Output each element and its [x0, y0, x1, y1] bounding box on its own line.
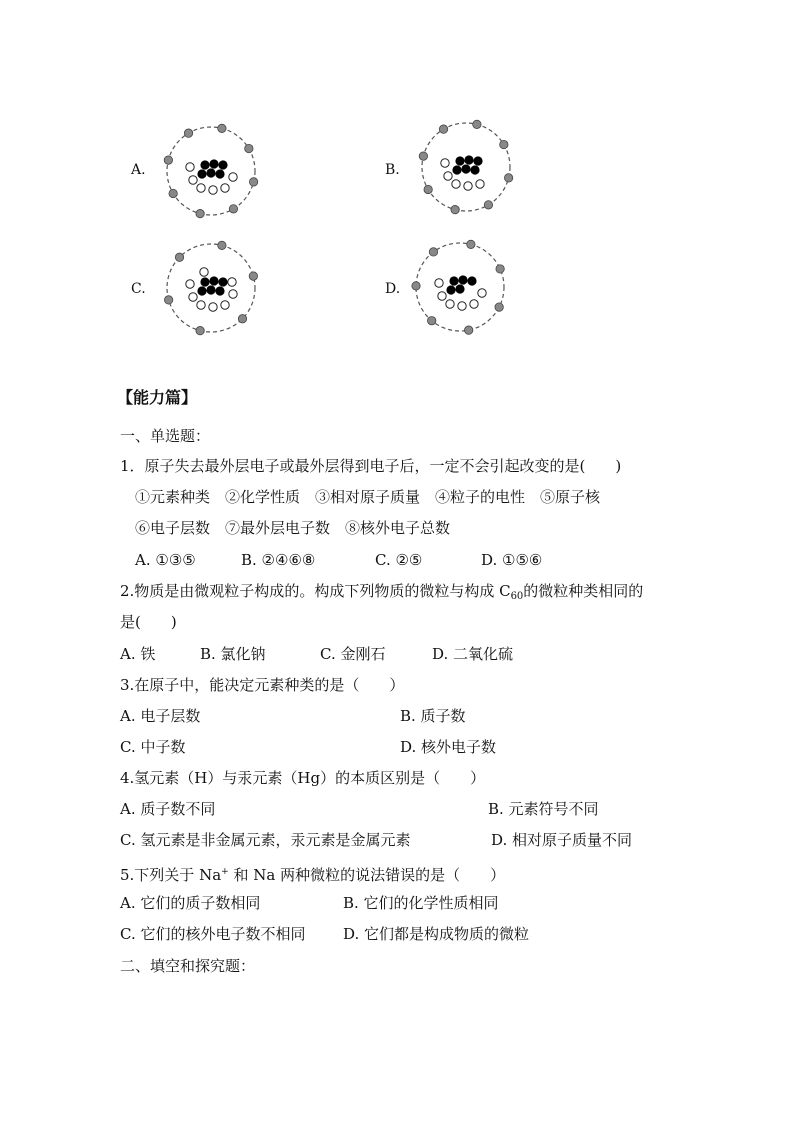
q2-stem-before: 2.物质是由微观粒子构成的。构成下列物质的微粒与构成 C [120, 582, 511, 600]
q1-option-b: B. ②④⑥⑧ [241, 551, 316, 569]
proton [197, 169, 206, 178]
atom-svg [405, 232, 515, 342]
q4-option-c: C. 氢元素是非金属元素，汞元素是金属元素 [120, 831, 411, 849]
proton [206, 168, 215, 177]
q2-stem [120, 581, 643, 607]
neutron [209, 303, 217, 311]
proton [206, 285, 215, 294]
q3-stem: 3.在原子中，能决定元素种类的是（ ） [120, 676, 405, 694]
q2-stem-after: 的微粒种类相同的 [523, 582, 644, 600]
neutron [438, 292, 446, 300]
electron [464, 326, 472, 334]
q2-stem-line2: 是( ) [120, 613, 177, 631]
proton [458, 275, 467, 284]
proton [455, 284, 464, 293]
neutron [189, 176, 197, 184]
neutron [470, 300, 478, 308]
electron [496, 265, 504, 273]
q2-option-c: C. 金刚石 [320, 645, 386, 663]
electron [164, 156, 172, 164]
q2-option-b: B. 氯化钠 [200, 645, 266, 663]
atom-svg [156, 233, 266, 343]
q1-option-c: C. ②⑤ [375, 551, 423, 569]
neutron [221, 184, 229, 192]
diagram-label: A. [131, 162, 146, 178]
proton [209, 276, 218, 285]
q2-stem-subscript: 60 [510, 591, 524, 602]
electron [495, 303, 503, 311]
diagram-label: C. [131, 281, 146, 297]
electron [419, 152, 427, 160]
electron [184, 129, 192, 137]
electron [439, 125, 447, 133]
proton [470, 165, 479, 174]
q1-option-d: D. ①⑤⑥ [481, 551, 543, 569]
electron [424, 185, 432, 193]
neutron [197, 184, 205, 192]
neutron [209, 186, 217, 194]
electron [451, 205, 459, 213]
q3-option-d: D. 核外电子数 [400, 738, 497, 756]
neutron [186, 163, 194, 171]
proton [467, 276, 476, 285]
q5-option-b: B. 它们的化学性质相同 [343, 894, 499, 912]
section-title: 【能力篇】 [117, 388, 198, 407]
electron [504, 174, 512, 182]
electron [218, 124, 226, 132]
electron [249, 178, 257, 186]
neutron [228, 278, 236, 286]
proton [197, 286, 206, 295]
proton [446, 285, 455, 294]
atom-svg [411, 112, 521, 222]
q3-option-c: C. 中子数 [120, 738, 186, 756]
neutron [441, 159, 449, 167]
q1-stem: 1．原子失去最外层电子或最外层得到电子后，一定不会引起改变的是( ) [120, 457, 622, 475]
electron [467, 240, 475, 248]
electron [429, 248, 437, 256]
electron [238, 315, 246, 323]
neutron [458, 302, 466, 310]
diagram-label: B. [385, 162, 400, 178]
proton [215, 169, 224, 178]
proton [455, 156, 464, 165]
electron [229, 205, 237, 213]
proton [452, 165, 461, 174]
proton [449, 276, 458, 285]
neutron [200, 268, 208, 276]
neutron [221, 301, 229, 309]
q4-stem: 4.氢元素（H）与汞元素（Hg）的本质区别是（ ） [120, 769, 486, 787]
q5-option-c: C. 它们的核外电子数不相同 [120, 925, 306, 943]
q5-stem-after: 和 Na 两种微粒的说法错误的是（ ） [228, 866, 506, 884]
proton [461, 164, 470, 173]
neutron [446, 300, 454, 308]
electron [427, 316, 435, 324]
q4-option-d: D. 相对原子质量不同 [491, 831, 633, 849]
electron [245, 144, 253, 152]
q1-items-line2: ⑥电子层数 ⑦最外层电子数 ⑧核外电子总数 [135, 519, 451, 537]
proton [209, 159, 218, 168]
neutron [229, 290, 237, 298]
q5-option-a: A. 它们的质子数相同 [120, 894, 261, 912]
neutron [452, 180, 460, 188]
proton [215, 286, 224, 295]
neutron [444, 172, 452, 180]
proton [218, 160, 227, 169]
neutron [197, 301, 205, 309]
q4-option-a: A. 质子数不同 [120, 800, 216, 818]
electron [196, 209, 204, 217]
electron [412, 282, 420, 290]
electron [196, 326, 204, 334]
q2-option-a: A. 铁 [120, 645, 156, 663]
atom-svg [156, 116, 266, 226]
electron [500, 140, 508, 148]
electron [484, 201, 492, 209]
part2-title: 二、填空和探究题： [120, 957, 256, 975]
neutron [229, 173, 237, 181]
proton [200, 277, 209, 286]
proton [218, 277, 227, 286]
neutron [478, 289, 486, 297]
electron [473, 120, 481, 128]
neutron [435, 279, 443, 287]
q4-option-b: B. 元素符号不同 [488, 800, 599, 818]
diagram-label: D. [385, 281, 401, 297]
neutron [476, 180, 484, 188]
q2-option-d: D. 二氧化硫 [432, 645, 514, 663]
electron [175, 253, 183, 261]
electron [164, 296, 172, 304]
q1-items-line1: ①元素种类 ②化学性质 ③相对原子质量 ④粒子的电性 ⑤原子核 [135, 488, 601, 506]
q5-stem-before: 5.下列关于 Na [120, 866, 222, 884]
neutron [189, 293, 197, 301]
q5-stem [120, 862, 505, 885]
proton [464, 155, 473, 164]
proton [200, 160, 209, 169]
q3-option-b: B. 质子数 [400, 707, 466, 725]
electron [218, 241, 226, 249]
neutron [186, 280, 194, 288]
electron [169, 189, 177, 197]
q1-option-a: A. ①③⑤ [135, 551, 196, 569]
proton [473, 156, 482, 165]
electron [249, 272, 257, 280]
q3-option-a: A. 电子层数 [120, 707, 201, 725]
part1-title: 一、单选题： [120, 427, 211, 445]
neutron [464, 182, 472, 190]
q5-option-d: D. 它们都是构成物质的微粒 [343, 925, 530, 943]
q5-stem-superscript: + [221, 867, 229, 877]
